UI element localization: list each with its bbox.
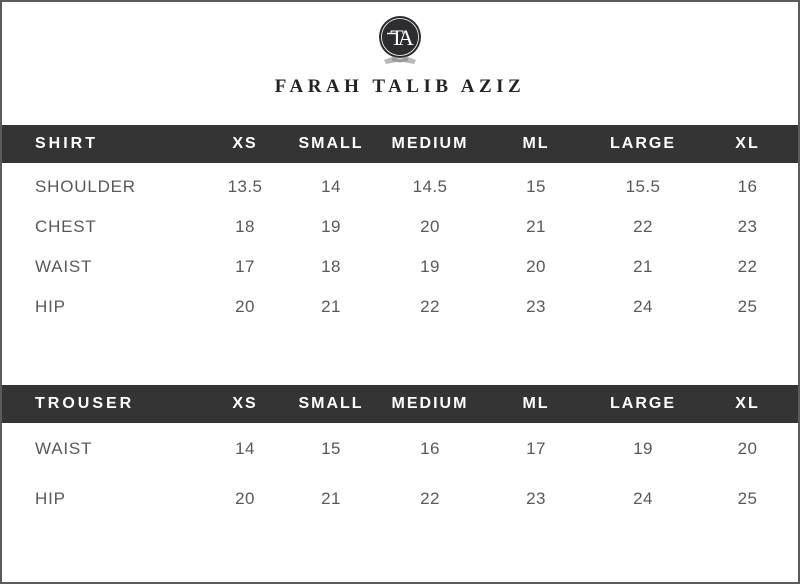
table-row-waist [2,247,798,287]
trouser-header-large: LARGE [610,395,676,412]
table-row-shoulder [2,167,798,207]
shirt-header-small: SMALL [298,135,364,152]
trouser-header-ml: ML [522,395,550,412]
cell-value: 20 [235,489,255,508]
cell-value: 23 [526,489,546,508]
cell-value: 19 [633,439,653,458]
shirt-header-label: SHIRT [35,135,98,152]
cell-value: 21 [321,489,341,508]
shirt-size-table [2,125,798,327]
row-label: HIP [35,489,66,508]
row-label: WAIST [35,439,93,458]
cell-value: 15 [321,439,341,458]
cell-value: 25 [737,489,758,508]
cell-value: 20 [235,297,255,316]
shirt-table-body [2,163,798,327]
row-label: HIP [35,297,66,316]
cell-value: 22 [420,297,440,316]
cell-value: 18 [321,257,341,276]
cell-value: 22 [420,489,440,508]
trouser-table-header [2,385,798,423]
shirt-header-large: LARGE [610,135,676,152]
cell-value: 14 [235,439,255,458]
svg-text:TA: TA [390,25,410,50]
cell-value: 19 [420,257,440,276]
trouser-header-xs: XS [232,395,258,412]
row-label: SHOULDER [35,177,136,196]
cell-value: 24 [633,489,653,508]
trouser-header-label: TROUSER [35,395,135,412]
cell-value: 16 [737,177,758,196]
row-label: WAIST [35,257,93,276]
brand-logo-icon [370,13,430,71]
cell-value: 14.5 [412,177,448,196]
table-row-hip [2,287,798,327]
cell-value: 23 [737,217,758,236]
cell-value: 21 [526,217,546,236]
cell-value: 19 [321,217,341,236]
cell-value: 22 [737,257,758,276]
cell-value: 20 [526,257,546,276]
cell-value: 25 [737,297,758,316]
shirt-table-header [2,125,798,163]
cell-value: 14 [321,177,341,196]
shirt-header-ml: ML [522,135,550,152]
cell-value: 13.5 [227,177,263,196]
cell-value: 18 [235,217,255,236]
cell-value: 20 [737,439,758,458]
cell-value: 16 [420,439,440,458]
table-row-hip [2,474,798,524]
cell-value: 20 [420,217,440,236]
brand-header [2,2,798,98]
shirt-header-xl: XL [735,135,760,152]
cell-value: 24 [633,297,653,316]
cell-value: 17 [235,257,255,276]
cell-value: 15 [526,177,546,196]
trouser-header-small: SMALL [298,395,364,412]
cell-value: 23 [526,297,546,316]
shirt-header-medium: MEDIUM [391,135,469,152]
trouser-header-medium: MEDIUM [391,395,469,412]
brand-name: FARAH TALIB AZIZ [274,76,526,97]
cell-value: 21 [633,257,653,276]
cell-value: 22 [633,217,653,236]
cell-value: 15.5 [625,177,661,196]
table-row-waist [2,424,798,474]
cell-value: 17 [526,439,546,458]
table-row-chest [2,207,798,247]
shirt-header-xs: XS [232,135,258,152]
row-label: CHEST [35,217,97,236]
trouser-size-table [2,385,798,524]
cell-value: 21 [321,297,341,316]
trouser-table-body [2,423,798,524]
trouser-header-xl: XL [735,395,760,412]
